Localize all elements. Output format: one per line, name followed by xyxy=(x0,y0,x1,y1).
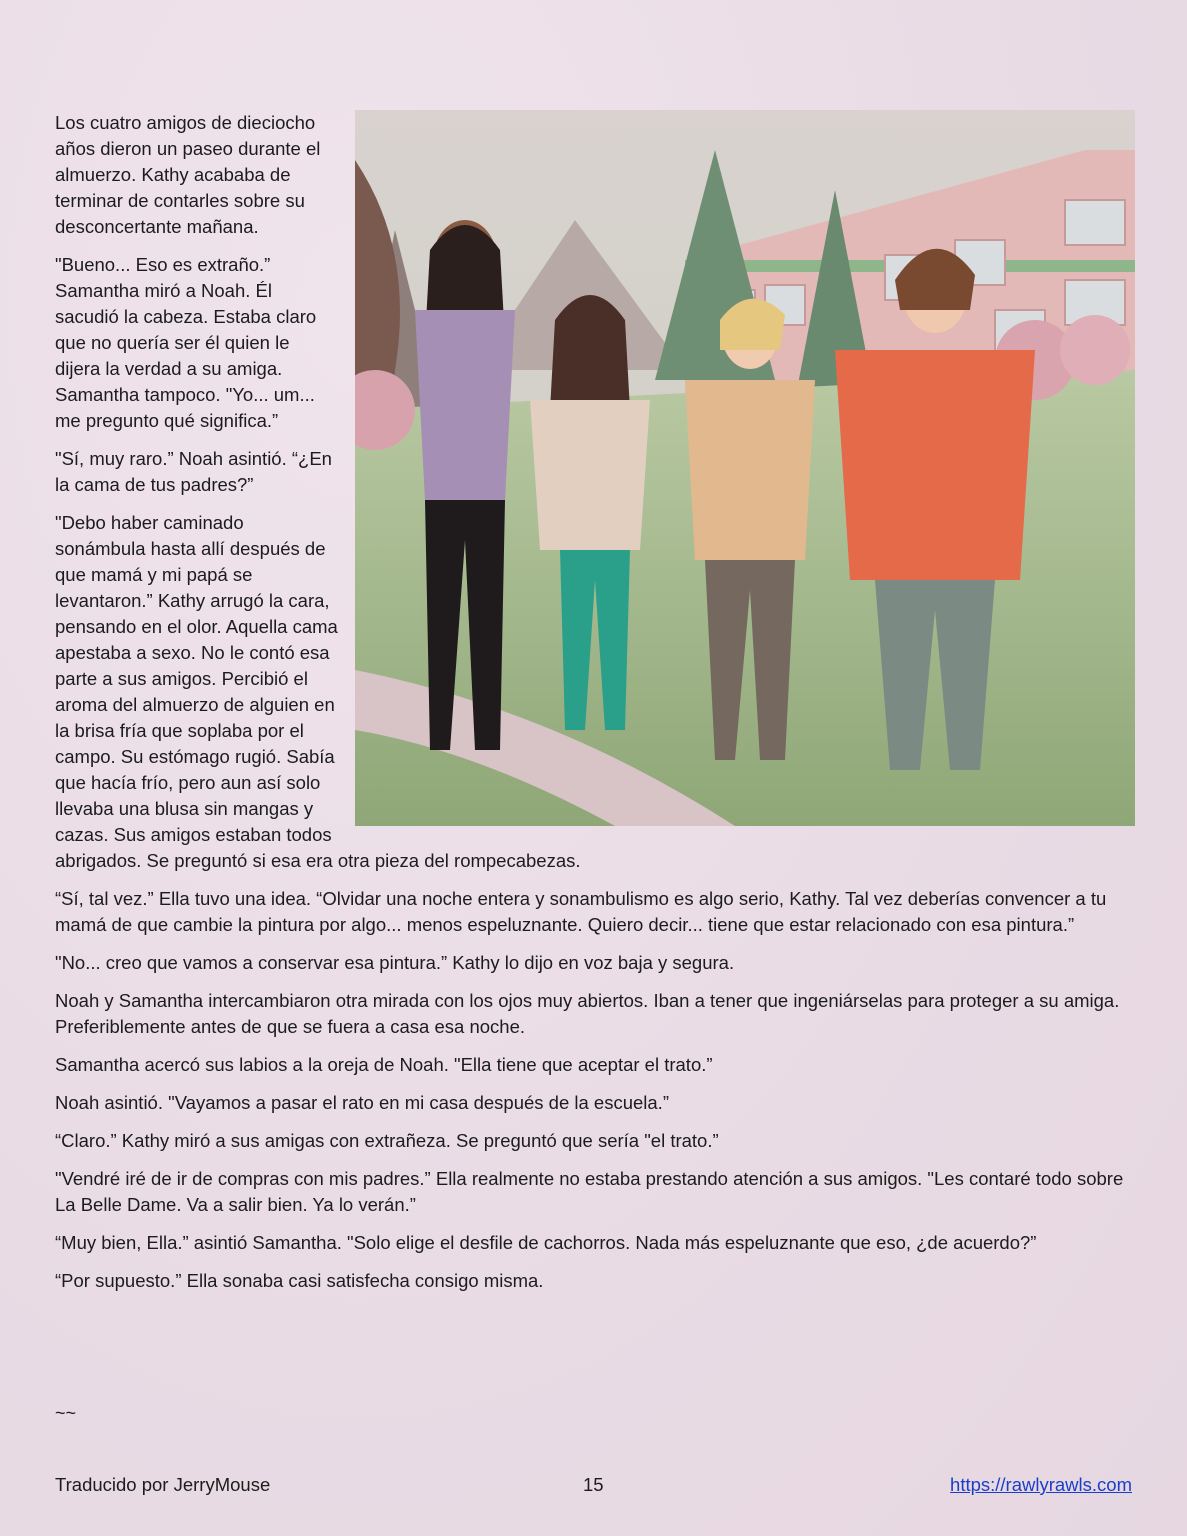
website-link[interactable]: https://rawlyrawls.com xyxy=(950,1474,1132,1495)
paragraph: "No... creo que vamos a conservar esa pintura.” Kathy lo dijo en voz baja y segura. xyxy=(55,952,735,973)
section-separator: ~~ xyxy=(55,1403,77,1423)
paragraph: "Debo haber caminado sonámbula hasta allí después de que mamá y mi papá se levantaron.” Kathy arrugó la cara, pensando en el olor. Aquella cama apestaba a sexo. No le contó esa parte a sus amigos. Percibió el aroma del almuerzo de alguien en la brisa fría que soplaba por el campo. Su estómago rugió. Sabía que hacía frío, pero aun así solo llevaba una blusa sin mangas y cazas. Sus amigos estaban todos abrigados. Se preguntó si esa era otra pieza del rompecabezas. xyxy=(55,512,581,871)
paragraph: "Sí, muy raro.” Noah asintió. “¿En la cama de tus padres?” xyxy=(55,448,332,495)
paragraph: Noah asintió. "Vayamos a pasar el rato en mi casa después de la escuela.” xyxy=(55,1092,669,1113)
paragraph: Los cuatro amigos de dieciocho años dieron un paseo durante el almuerzo. Kathy acababa de terminar de contarles sobre su desconcertante mañana. xyxy=(55,112,321,237)
paragraph: “Sí, tal vez.” Ella tuvo una idea. “Olvidar una noche entera y sonambulismo es algo serio, Kathy. Tal vez deberías convencer a tu mamá de que cambie la pintura por algo... menos espeluznante. Quiero decir... tiene que estar relacionado con esa pintura.” xyxy=(55,888,1107,935)
story-text xyxy=(55,110,1135,1306)
illustration-four-friends-walking xyxy=(355,110,1135,826)
page-number: 15 xyxy=(583,1474,604,1495)
paragraph: “Claro.” Kathy miró a sus amigas con extrañeza. Se preguntó que sería "el trato.” xyxy=(55,1130,719,1151)
paragraph: “Por supuesto.” Ella sonaba casi satisfecha consigo misma. xyxy=(55,1270,544,1291)
paragraph: Noah y Samantha intercambiaron otra mirada con los ojos muy abiertos. Iban a tener que ingeniárselas para proteger a su amiga. Preferiblemente antes de que se fuera a casa esa noche. xyxy=(55,990,1120,1037)
paragraph: "Vendré iré de ir de compras con mis padres.” Ella realmente no estaba prestando atención a sus amigos. "Les contaré todo sobre La Belle Dame. Va a salir bien. Ya lo verán.” xyxy=(55,1168,1124,1215)
paragraph: Samantha acercó sus labios a la oreja de Noah. "Ella tiene que aceptar el trato.” xyxy=(55,1054,713,1075)
paragraph: "Bueno... Eso es extraño.” Samantha miró a Noah. Él sacudió la cabeza. Estaba claro que no quería ser él quien le dijera la verdad a su amiga. Samantha tampoco. "Yo... um... me pregunto qué significa.” xyxy=(55,254,317,431)
paragraph: “Muy bien, Ella.” asintió Samantha. "Solo elige el desfile de cachorros. Nada más espeluznante que eso, ¿de acuerdo?” xyxy=(55,1232,1037,1253)
translator-credit: Traducido por JerryMouse xyxy=(55,1474,271,1495)
